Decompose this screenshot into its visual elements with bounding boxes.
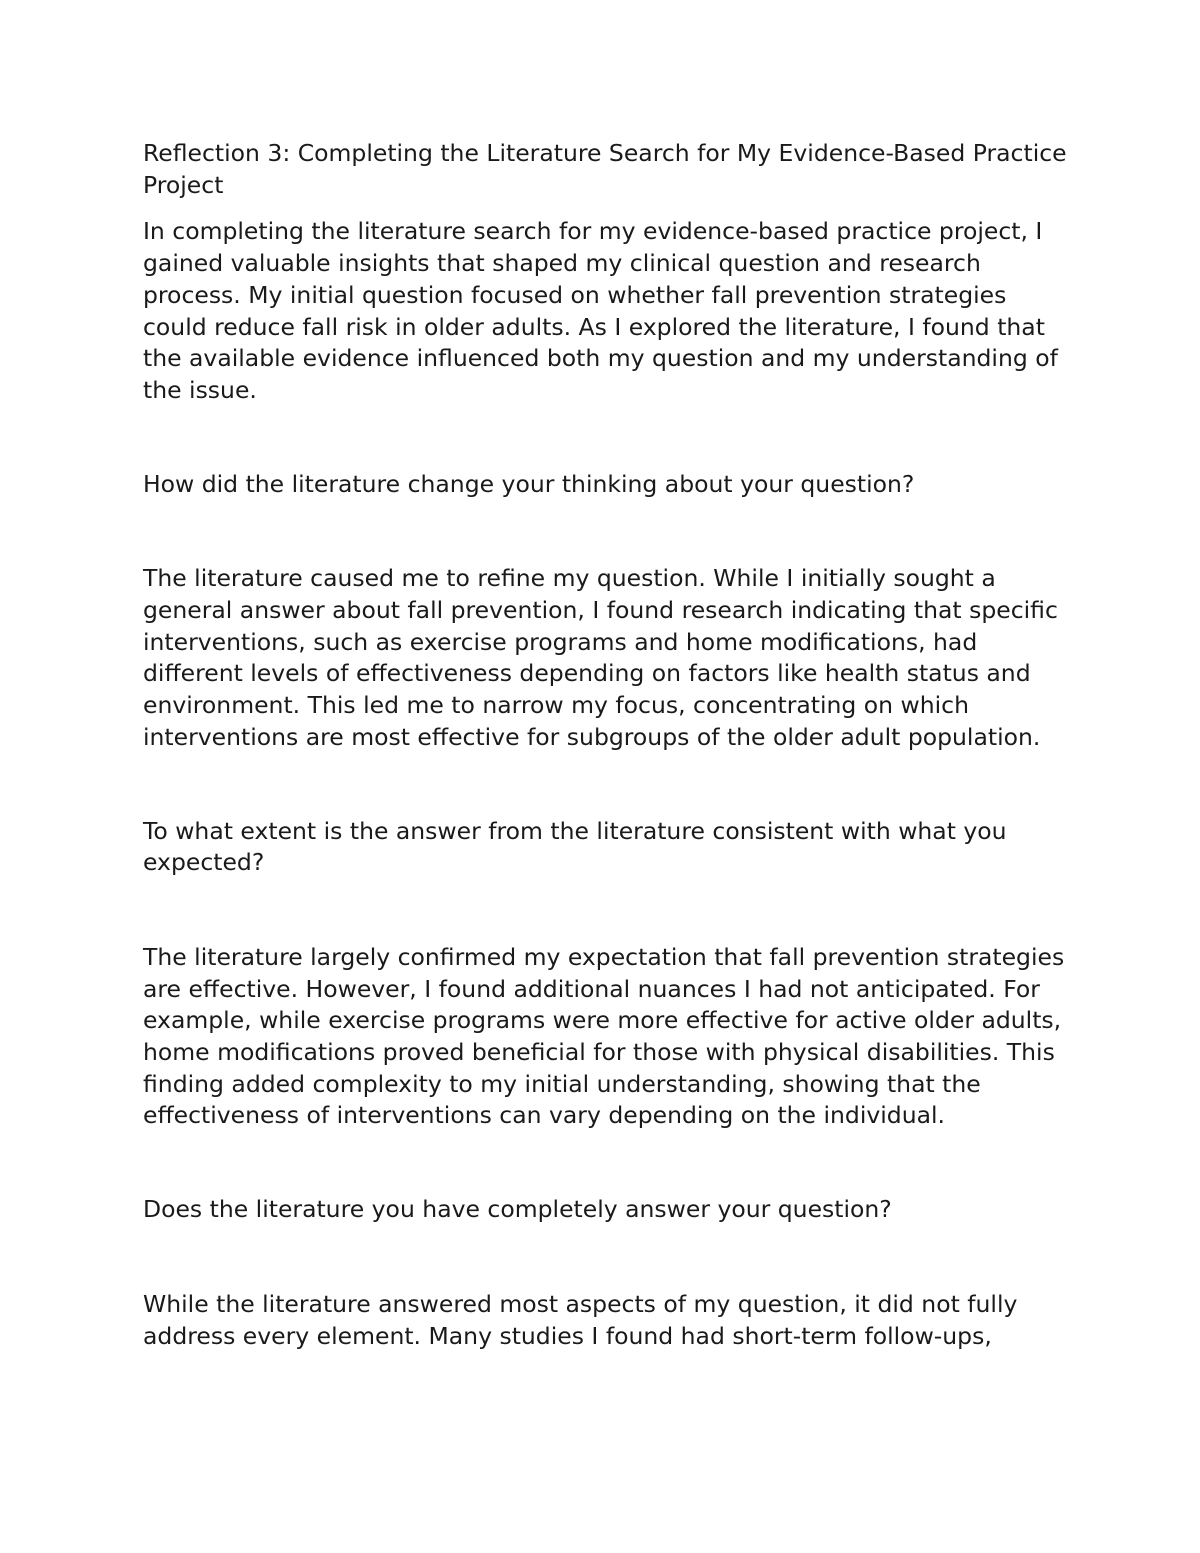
section-answer: The literature largely confirmed my expectation that fall prevention strategies are effective. However, I found additional nuances I had not anticipated. For example, while exercise programs were more effective for active older adults, home modifications proved beneficial for those with physical disabilities. This finding added complexity to my initial understanding, showing that the effectiveness of interventions can vary depending on the individual. (143, 942, 1065, 1130)
section-answer: The literature caused me to refine my question. While I initially sought a general answer about fall prevention, I found research indicating that specific interventions, such as exercise programs and home modifications, had different levels of effectiveness depending on factors like health status and environment. This led me to narrow my focus, concentrating on which interventions are most effective for subgroups of the older adult population. (143, 564, 1058, 751)
intro-paragraph: In completing the literature search for my evidence-based practice project, I gained valuable insights that shaped my clinical question and research process. My initial question focused on whether fall prevention strategies could reduce fall risk in older adults. As I explored the literature, I found that the available evidence influenced both my question and my understanding of the issue. (143, 217, 1058, 404)
section-question: To what extent is the answer from the literature consistent with what you expected? (143, 816, 1007, 877)
section-answer: While the literature answered most aspects of my question, it did not fully address every element. Many studies I found had short-term follow-ups, (143, 1289, 1018, 1350)
section-question: Does the literature you have completely answer your question? (143, 1195, 892, 1224)
document-body (143, 138, 1073, 1352)
section-question: How did the literature change your thinking about your question? (143, 469, 915, 498)
document-title: Reflection 3: Completing the Literature Search for My Evidence-Based Practice Project (143, 139, 1067, 199)
